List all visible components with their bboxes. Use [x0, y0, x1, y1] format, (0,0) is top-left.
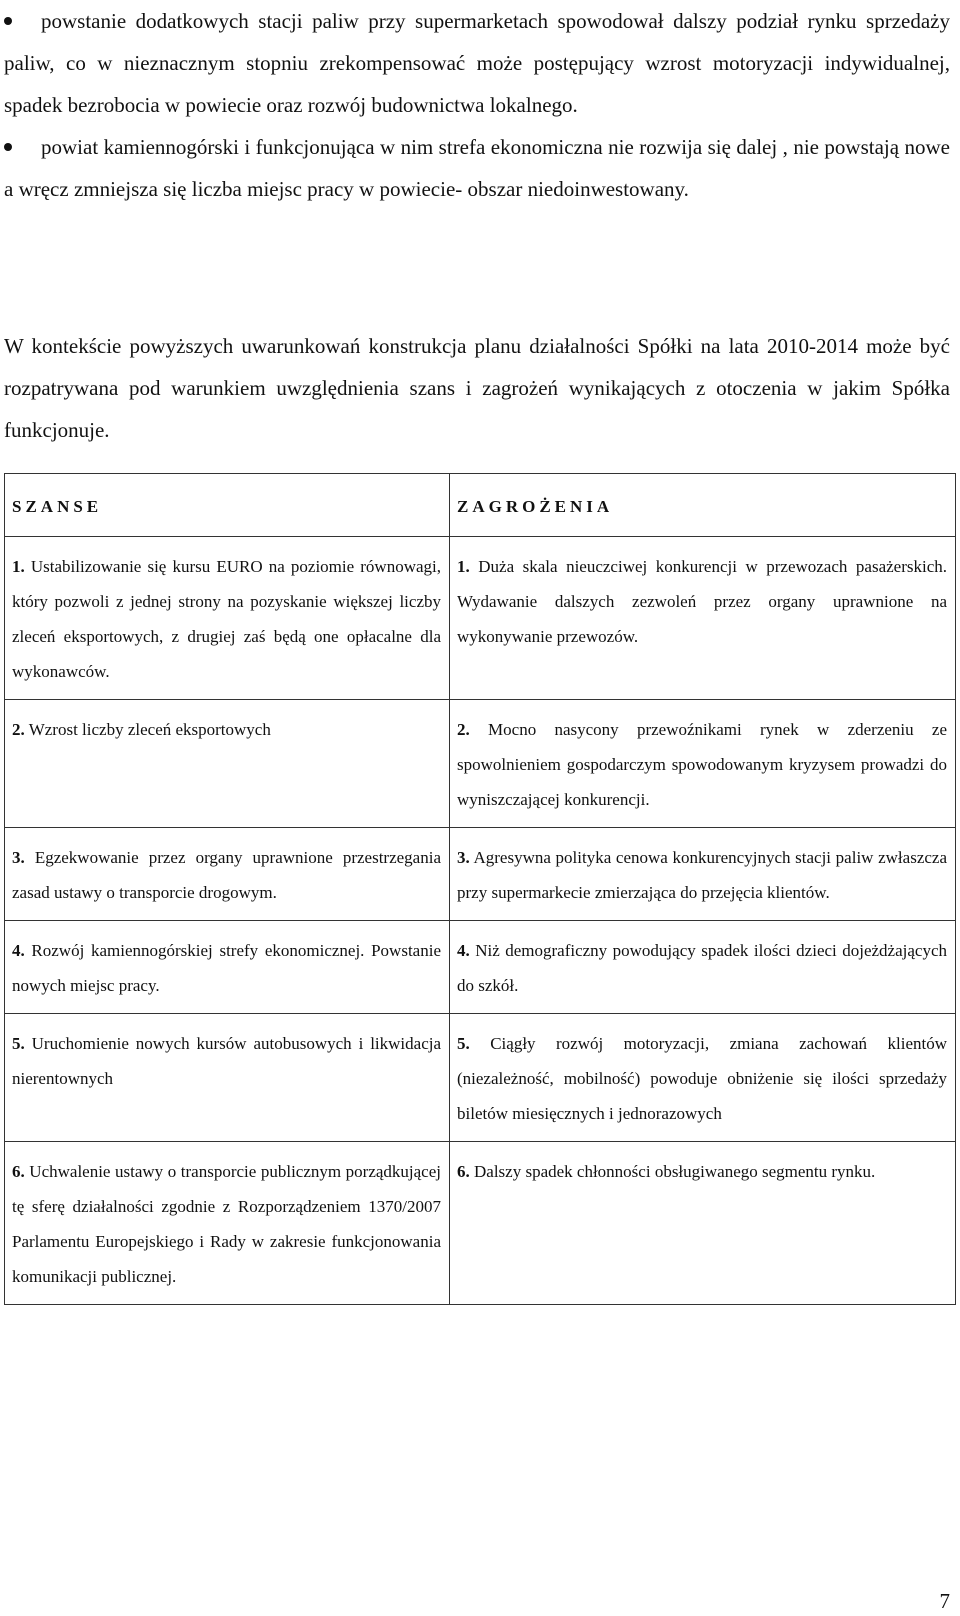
- swot-table: [4, 473, 956, 1305]
- threat-cell: [450, 537, 956, 700]
- opportunity-cell: [5, 921, 450, 1014]
- item-number: 6.: [12, 1162, 25, 1181]
- bullet-text: powiat kamiennogórski i funkcjonująca w nim strefa ekonomiczna nie rozwija się dalej , nie powstają nowe a wręcz zmniejsza się liczba miejsc pracy w powiecie- obszar niedoinwestowany.: [4, 135, 950, 201]
- item-text: Ustabilizowanie się kursu EURO na poziomie równowagi, który pozwoli z jednej strony na pozyskanie większej liczby zleceń eksportowych, z drugiej zaś będą one opłacalne dla wykonawców.: [12, 557, 442, 681]
- threat-cell: [450, 1142, 956, 1305]
- header-opportunities: [5, 474, 450, 537]
- opportunity-cell: [5, 1014, 450, 1142]
- table-row: [5, 700, 956, 828]
- header-threats-label: ZAGROŻENIA: [457, 496, 614, 516]
- item-number: 1.: [12, 557, 25, 576]
- bullet-dot-icon: [4, 143, 12, 151]
- threat-cell: [450, 1014, 956, 1142]
- table-header-row: [5, 474, 956, 537]
- item-number: 4.: [12, 941, 25, 960]
- item-number: 4.: [457, 941, 470, 960]
- table-row: [5, 1014, 956, 1142]
- item-text: Ciągły rozwój motoryzacji, zmiana zachowań klientów (niezależność, mobilność) powoduje obniżenie się ilości sprzedaży biletów miesięcznych i jednorazowych: [457, 1034, 948, 1123]
- item-text: Agresywna polityka cenowa konkurencyjnych stacji paliw zwłaszcza przy supermarkecie zmierzająca do przejęcia klientów.: [457, 848, 947, 902]
- table-row: [5, 828, 956, 921]
- item-number: 1.: [457, 557, 470, 576]
- opportunity-cell: [5, 537, 450, 700]
- header-opportunities-label: SZANSE: [12, 496, 103, 516]
- item-text: Egzekwowanie przez organy uprawnione przestrzegania zasad ustawy o transporcie drogowym.: [12, 848, 441, 902]
- threat-cell: [450, 828, 956, 921]
- table-row: [5, 1142, 956, 1305]
- bullet-item: [4, 126, 950, 210]
- opportunity-cell: [5, 1142, 450, 1305]
- item-number: 6.: [457, 1162, 470, 1181]
- header-threats: [450, 474, 956, 537]
- item-number: 2.: [12, 720, 25, 739]
- item-number: 3.: [457, 848, 470, 867]
- bullet-item: [4, 0, 950, 126]
- item-text: Mocno nasycony przewoźnikami rynek w zderzeniu ze spowolnieniem gospodarczym spowodowanym kryzysem prowadzi do wyniszczającej konkurencji.: [457, 720, 948, 809]
- item-text: Uruchomienie nowych kursów autobusowych i likwidacja nierentownych: [12, 1034, 442, 1088]
- item-number: 3.: [12, 848, 25, 867]
- item-text: Uchwalenie ustawy o transporcie publicznym porządkującej tę sferę działalności zgodnie z Rozporządzeniem 1370/2007 Parlamentu Europejskiego i Rady w zakresie funkcjonowania komunikacji publicznej.: [12, 1162, 441, 1286]
- item-text: Duża skala nieuczciwej konkurencji w przewozach pasażerskich. Wydawanie dalszych zezwoleń przez organy uprawnione na wykonywanie przewozów.: [457, 557, 947, 646]
- threat-cell: [450, 921, 956, 1014]
- bullet-dot-icon: [4, 17, 12, 25]
- item-text: Rozwój kamiennogórskiej strefy ekonomicznej. Powstanie nowych miejsc pracy.: [12, 941, 441, 995]
- opportunity-cell: [5, 700, 450, 828]
- table-row: [5, 921, 956, 1014]
- threat-cell: [450, 700, 956, 828]
- intro-paragraph: W kontekście powyższych uwarunkowań konstrukcja planu działalności Spółki na lata 2010-2014 może być rozpatrywana pod warunkiem uwzględnienia szans i zagrożeń wynikających z otoczenia w jakim Spółka funkcjonuje.: [4, 334, 950, 442]
- item-text: Dalszy spadek chłonności obsługiwanego segmentu rynku.: [474, 1162, 876, 1181]
- item-number: 2.: [457, 720, 470, 739]
- item-text: Niż demograficzny powodujący spadek ilości dzieci dojeżdżających do szkół.: [457, 941, 947, 995]
- bullet-list: [4, 0, 950, 210]
- bullet-text: powstanie dodatkowych stacji paliw przy supermarketach spowodował dalszy podział rynku sprzedaży paliw, co w nieznacznym stopniu zrekompensować może postępujący wzrost motoryzacji indywidualnej, spadek bezrobocia w powiecie oraz rozwój budownictwa lokalnego.: [4, 9, 950, 117]
- item-text: Wzrost liczby zleceń eksportowych: [28, 720, 271, 739]
- opportunity-cell: [5, 828, 450, 921]
- item-number: 5.: [12, 1034, 25, 1053]
- item-number: 5.: [457, 1034, 470, 1053]
- page-number: 7: [939, 1589, 950, 1613]
- table-row: [5, 537, 956, 700]
